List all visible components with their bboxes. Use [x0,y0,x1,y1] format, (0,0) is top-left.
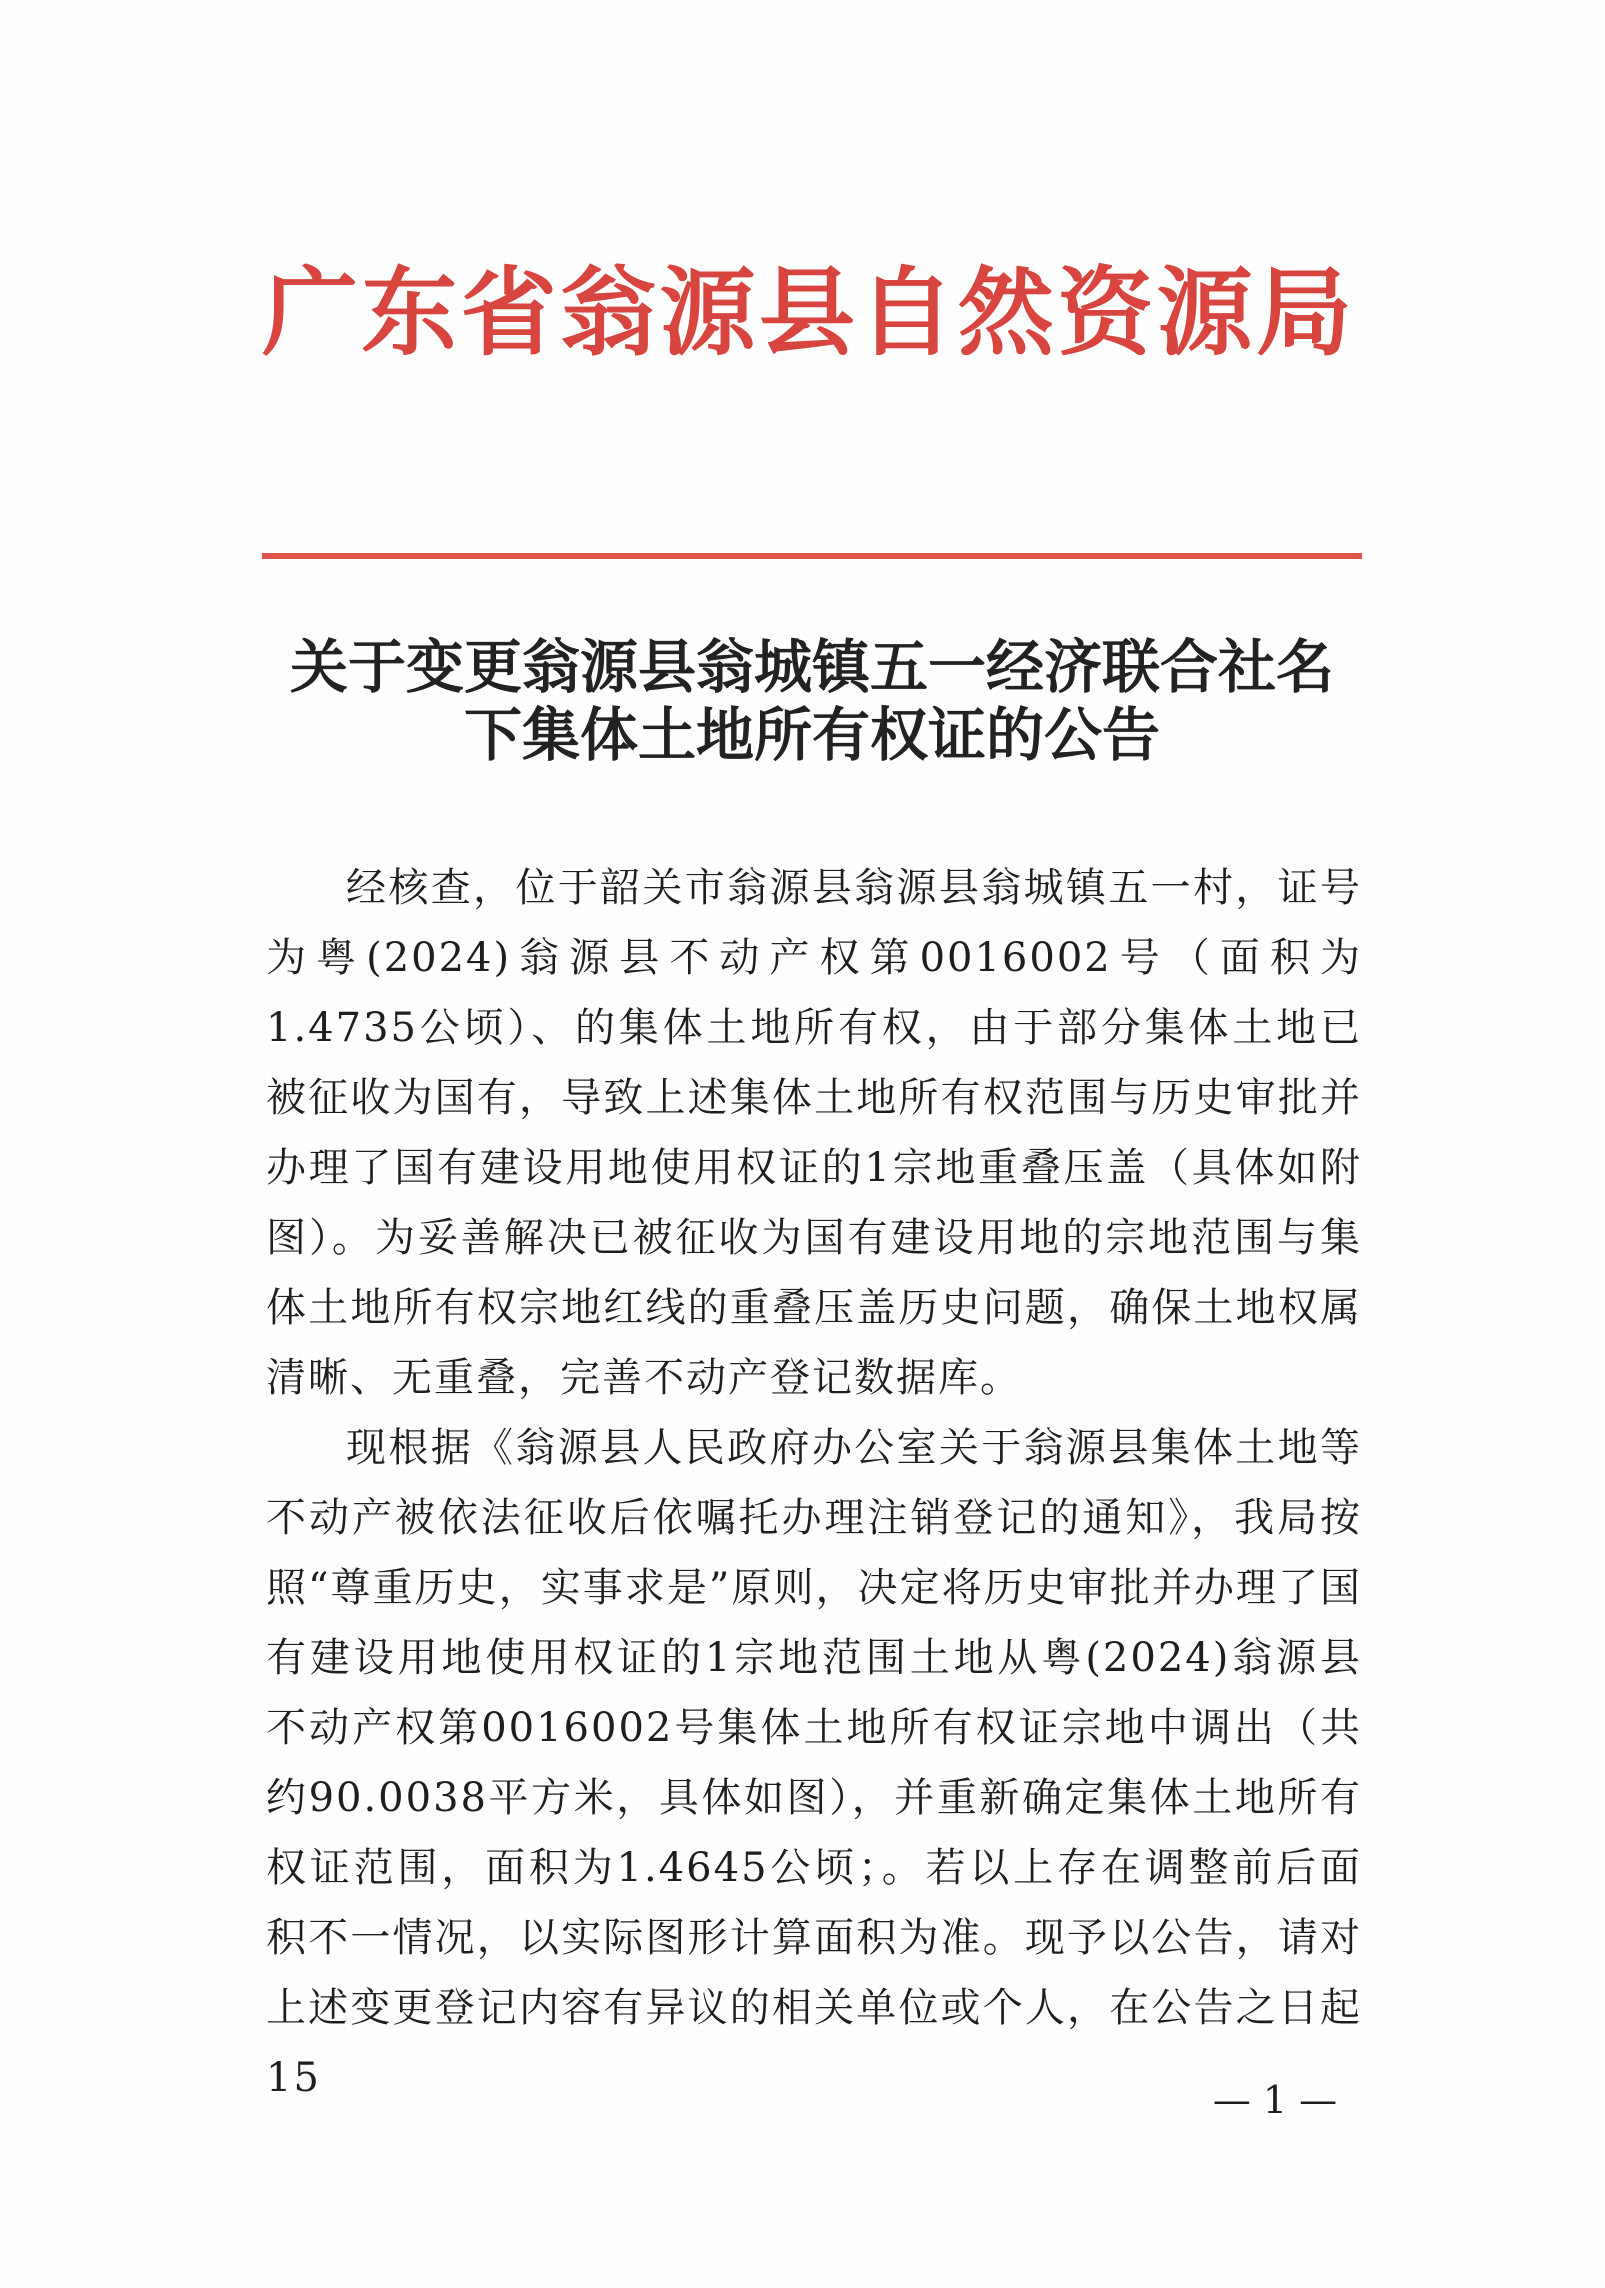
page-number: — 1 — [1212,2078,1338,2122]
body-paragraph-1: 经核查，位于韶关市翁源县翁源县翁城镇五一村，证号为粤(2024)翁源县不动产权第0016002号（面积为1.4735公顷）、的集体土地所有权，由于部分集体土地已被征收为国有，导致上述集体土地所有权范围与历史审批并办理了国有建设用地使用权证的1宗地重叠压盖（具体如附图）。为妥善解决已被征收为国有建设用地的宗地范围与集体土地所有权宗地红线的重叠压盖历史问题，确保土地权属清晰、无重叠，完善不动产登记数据库。 [266,865,1362,1401]
document-body [266,853,1362,2113]
letterhead-agency-name: 广东省翁源县自然资源局 [262,257,1352,369]
document-title-line-1: 关于变更翁源县翁城镇五一经济联合社名 [289,633,1334,701]
document-title [262,633,1362,769]
letterhead-red-rule [262,553,1362,559]
document-title-line-2: 下集体土地所有权证的公告 [463,701,1160,769]
body-paragraph-2: 现根据《翁源县人民政府办公室关于翁源县集体土地等不动产被依法征收后依嘱托办理注销登记的通知》，我局按照“尊重历史，实事求是”原则，决定将历史审批并办理了国有建设用地使用权证的1宗地范围土地从粤(2024)翁源县不动产权第0016002号集体土地所有权证宗地中调出（共约90.0038平方米，具体如图），并重新确定集体土地所有权证范围，面积为1.4645公顷；。若以上存在调整前后面积不一情况，以实际图形计算面积为准。现予以公告，请对上述变更登记内容有异议的相关单位或个人，在公告之日起15 [266,1425,1362,2101]
